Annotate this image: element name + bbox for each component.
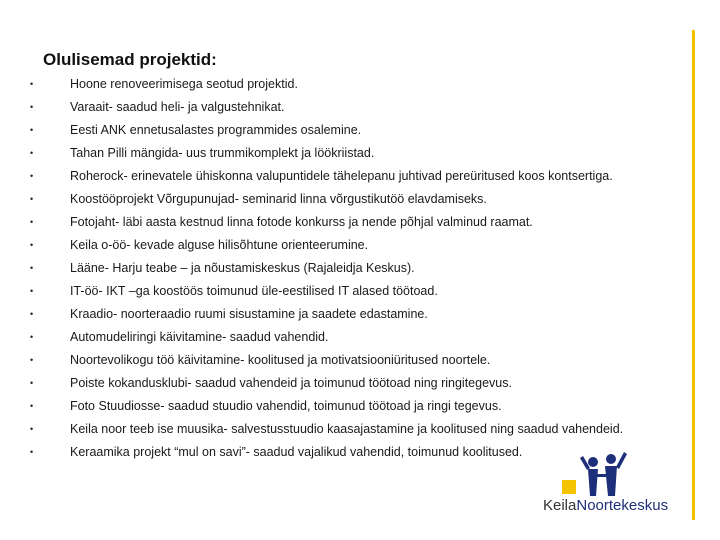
bullet-item [30, 376, 690, 391]
bullet-item [30, 284, 690, 299]
bullet-dot: • [30, 401, 34, 411]
bullet-item [30, 399, 690, 414]
bullet-item [30, 422, 690, 437]
bullet-item [30, 238, 690, 253]
bullet-text: Lääne- Harju teabe – ja nõustamiskeskus (Rajaleidja Keskus). [70, 261, 415, 275]
bullet-dot: • [30, 217, 34, 227]
bullet-text: Noortevolikogu töö käivitamine- koolitused ja motivatsiooniüritused noortele. [70, 353, 491, 367]
bullet-item [30, 146, 690, 161]
bullet-text: Keila noor teeb ise muusika- salvestusstuudio kaasajastamine ja koolitused ning saadud vahendeid. [70, 422, 624, 436]
bullet-item [30, 77, 690, 92]
bullet-dot: • [30, 332, 34, 342]
bullet-dot: • [30, 79, 34, 89]
bullet-text: Eesti ANK ennetusalastes programmides osalemine. [70, 123, 362, 137]
bullet-dot: • [30, 286, 34, 296]
bullet-text: Roherock- erinevatele ühiskonna valupuntidele tähelepanu juhtivad pereüritused koos kontsertiga. [70, 169, 613, 183]
bullet-dot: • [30, 447, 34, 457]
bullet-text: IT-öö- IKT –ga koostöös toimunud üle-eestilised IT alased töötoad. [70, 284, 438, 298]
bullet-dot: • [30, 263, 34, 273]
accent-line [692, 30, 695, 520]
bullet-text: Varaait- saadud heli- ja valgustehnikat. [70, 100, 285, 114]
bullet-text: Automudeliringi käivitamine- saadud vahendid. [70, 330, 329, 344]
bullet-text: Tahan Pilli mängida- uus trummikomplekt ja löökriistad. [70, 146, 375, 160]
bullet-list [30, 77, 690, 468]
bullet-item [30, 307, 690, 322]
bullet-dot: • [30, 194, 34, 204]
bullet-dot: • [30, 125, 34, 135]
bullet-dot: • [30, 148, 34, 158]
bullet-dot: • [30, 355, 34, 365]
keila-noortekeskus-logo [540, 448, 690, 518]
bullet-item [30, 169, 690, 184]
bullet-item [30, 215, 690, 230]
slide-title: Olulisemad projektid: [43, 50, 217, 69]
bullet-item [30, 330, 690, 345]
bullet-item [30, 123, 690, 138]
bullet-dot: • [30, 378, 34, 388]
bullet-text: Koostööprojekt Võrgupunujad- seminarid linna võrgustikutöö elavdamiseks. [70, 192, 487, 206]
bullet-text: Poiste kokandusklubi- saadud vahendeid ja toimunud töötoad ning ringitegevus. [70, 376, 512, 390]
bullet-dot: • [30, 240, 34, 250]
bullet-text: Foto Stuudiosse- saadud stuudio vahendid, toimunud töötoad ja ringi tegevus. [70, 399, 502, 413]
bullet-item [30, 192, 690, 207]
logo-text-keila: Keila [543, 497, 577, 514]
bullet-text: Fotojaht- läbi aasta kestnud linna fotode konkurss ja nende põhjal valminud raamat. [70, 215, 533, 229]
bullet-dot: • [30, 424, 34, 434]
logo-text [543, 497, 668, 514]
bullet-text: Kraadio- noorteraadio ruumi sisustamine ja saadete edastamine. [70, 307, 428, 321]
bullet-item [30, 261, 690, 276]
bullet-dot: • [30, 309, 34, 319]
logo-text-noortekeskus: Noortekeskus [576, 497, 669, 514]
bullet-text: Keraamika projekt “mul on savi”- saadud vajalikud vahendid, toimunud koolitused. [70, 445, 523, 459]
bullet-text: Hoone renoveerimisega seotud projektid. [70, 77, 298, 91]
bullet-item [30, 353, 690, 368]
bullet-dot: • [30, 102, 34, 112]
bullet-dot: • [30, 171, 34, 181]
bullet-text: Keila o-öö- kevade alguse hilisõhtune orienteerumine. [70, 238, 369, 252]
bullet-item [30, 100, 690, 115]
